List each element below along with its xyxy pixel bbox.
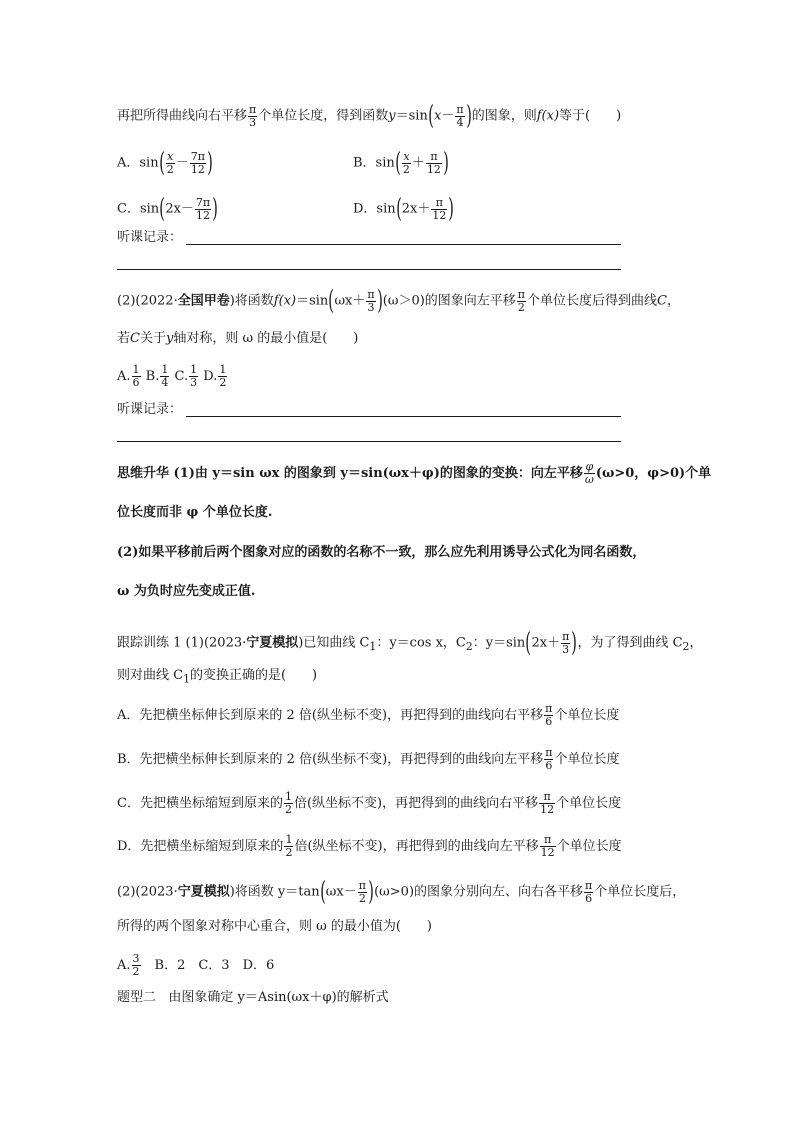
fraction	[455, 104, 464, 129]
text: (ω>0)的图象分别向左、向右各平移	[374, 884, 584, 900]
paren-right: )	[465, 101, 472, 131]
paren-right: )	[207, 148, 213, 178]
summary-line-3: (2)如果平移前后两个图象对应的函数的名称不一致，那么应先利用诱导公式化为同名函数，	[117, 545, 646, 560]
paren-right: )	[571, 628, 578, 658]
paren-left: (	[158, 148, 165, 178]
denominator: 12	[426, 162, 441, 176]
fraction	[160, 364, 169, 389]
option-label: A.	[117, 958, 131, 973]
text: 个单位长度	[554, 752, 620, 767]
question-2-line-1	[117, 288, 680, 314]
denominator: 12	[196, 208, 211, 222]
notes-line[interactable]	[186, 416, 621, 417]
option-d	[353, 196, 455, 222]
subscript: 2	[465, 640, 473, 654]
paren-left: (	[395, 194, 402, 224]
text: 个单位长度	[556, 796, 622, 811]
numerator: 3	[132, 952, 140, 965]
text: )已知曲线 C	[298, 635, 370, 651]
subscript: 1	[183, 672, 190, 686]
denominator: 2	[358, 891, 366, 905]
fraction	[431, 197, 447, 222]
denominator: 2	[284, 803, 292, 816]
fraction	[539, 791, 555, 816]
denominator: 3	[367, 300, 375, 314]
numerator: 1	[219, 363, 227, 376]
denominator: 12	[432, 208, 447, 222]
fraction	[426, 151, 442, 176]
option-label: C．sin	[117, 201, 160, 217]
denominator: 3	[562, 642, 570, 656]
denominator: 2	[219, 376, 227, 389]
text: 个单位长度	[556, 839, 622, 854]
denominator: 3	[249, 115, 257, 129]
fraction	[132, 953, 141, 978]
option-label: B.	[145, 369, 160, 384]
paren-left: (	[328, 286, 335, 316]
text: ，	[667, 293, 681, 309]
numerator: π	[367, 287, 375, 301]
track-option-c	[117, 791, 621, 816]
denominator: 12	[540, 803, 555, 816]
text: 关于	[139, 331, 166, 346]
denominator: 2	[402, 162, 410, 176]
question-2-line-2	[117, 331, 358, 347]
variable: y	[388, 108, 396, 124]
option-label: A.	[117, 369, 131, 384]
fraction	[584, 461, 595, 486]
section-label: 题型二	[117, 990, 157, 1005]
paren-left: (	[159, 194, 166, 224]
text: 轴对称，则 ω 的最小值是( )	[173, 331, 359, 346]
paren-right: )	[368, 877, 374, 907]
denominator: ω	[584, 473, 594, 486]
fraction	[584, 880, 593, 905]
denominator: 2	[132, 965, 140, 978]
track-line-1	[117, 630, 702, 656]
variable: y	[165, 331, 174, 346]
variable: C	[657, 293, 667, 309]
fraction	[248, 104, 257, 129]
summary-line-1	[117, 461, 711, 486]
numerator: 1	[132, 363, 140, 376]
denominator: 12	[540, 846, 555, 859]
text: (ω>0，φ>0)个单	[595, 466, 712, 481]
summary-label: 思维升华	[117, 466, 170, 481]
fraction	[561, 631, 570, 656]
paren-right: )	[376, 286, 383, 316]
operator: －	[175, 155, 189, 171]
summary-line-2: 位长度而非 φ 个单位长度.	[117, 505, 273, 520]
expression: ωx－	[325, 884, 357, 900]
text: (2)(2022·	[117, 293, 178, 309]
text: 个单位长度	[554, 708, 620, 723]
function: f(x)	[536, 108, 560, 124]
paren-left: (	[428, 101, 434, 131]
paren-left: (	[525, 628, 532, 658]
source: 宁夏模拟	[246, 635, 299, 651]
text: ，为了得到曲线 C	[577, 635, 683, 651]
text: 跟踪训练 1 (1)(2023·	[117, 635, 247, 651]
numerator: 1	[285, 833, 293, 846]
text: )将函数	[229, 293, 274, 309]
fraction	[132, 364, 141, 389]
fraction	[190, 151, 206, 176]
question-3-options	[117, 953, 274, 978]
function: f(x)	[273, 293, 297, 309]
numerator: π	[540, 834, 556, 847]
paren-left: (	[319, 877, 326, 907]
fraction	[366, 289, 375, 314]
expression: 2x＋	[531, 635, 561, 651]
fraction	[544, 703, 553, 728]
numerator: 7π	[195, 195, 211, 209]
text: A．先把横坐标伸长到原来的 2 倍(纵坐标不变)，再把得到的曲线向右平移	[117, 708, 544, 723]
text: 倍(纵坐标不变)，再把得到的曲线向右平移	[293, 796, 539, 811]
numerator: π	[431, 197, 447, 210]
text: 的图象，则	[471, 108, 537, 124]
text: (1)由 y＝sin ωx 的图象到 y＝sin(ωx＋φ)的图象的变换：向左平移	[173, 466, 583, 481]
denominator: 3	[190, 376, 198, 389]
text: 个单位长度后，	[594, 884, 686, 900]
source: 全国甲卷	[177, 293, 230, 309]
denominator: 12	[190, 162, 205, 176]
option-label: C.	[174, 369, 189, 384]
subscript: 1	[369, 640, 377, 654]
fraction	[402, 151, 411, 176]
text: C．先把横坐标缩短到原来的	[117, 796, 283, 811]
text: ＝sin	[296, 293, 329, 309]
numerator: π	[426, 151, 442, 164]
question-3-line-1	[117, 879, 685, 905]
denominator: 4	[161, 376, 169, 389]
text: 个单位长度后得到曲线	[527, 293, 658, 309]
notes-label: 听课记录：	[117, 230, 183, 245]
option-label: B．sin	[353, 155, 395, 171]
fraction	[195, 197, 211, 222]
text: ：y＝sin	[472, 635, 526, 651]
text: B．2 C．3 D．6	[141, 958, 275, 973]
numerator: 1	[161, 363, 169, 376]
fraction	[540, 834, 556, 859]
text: (ω＞0)的图象向左平移	[382, 293, 516, 309]
text: ：y＝cos x，C	[376, 635, 466, 651]
numerator: 1	[190, 363, 198, 376]
numerator: π	[539, 791, 555, 804]
fraction	[166, 151, 175, 176]
numerator: π	[545, 702, 553, 715]
denominator: 6	[585, 891, 593, 905]
variable: x	[433, 108, 442, 124]
option-c	[117, 196, 218, 222]
notes-line[interactable]	[186, 244, 621, 245]
option-label: A．sin	[117, 155, 159, 171]
fraction	[544, 747, 553, 772]
notes-label: 听课记录：	[117, 402, 183, 417]
text: 等于( )	[559, 108, 622, 124]
subscript: 2	[682, 640, 690, 654]
numerator: π	[358, 878, 366, 892]
numerator: π	[562, 629, 570, 643]
numerator: x	[403, 149, 410, 163]
notes-line[interactable]	[117, 441, 621, 442]
fraction	[284, 834, 293, 859]
question-2-options	[117, 364, 228, 389]
source: 宁夏模拟	[177, 884, 230, 900]
fraction	[218, 364, 227, 389]
numerator: x	[167, 149, 174, 163]
option-label: D.	[203, 369, 218, 384]
paren-left: (	[395, 148, 401, 178]
expression: 2x＋	[401, 201, 431, 217]
paren-right: )	[212, 194, 219, 224]
numerator: π	[585, 878, 593, 892]
text: B．先把横坐标伸长到原来的 2 倍(纵坐标不变)，再把得到的曲线向左平移	[117, 752, 544, 767]
text: 若	[117, 331, 131, 346]
denominator: 6	[132, 376, 140, 389]
option-label: D．sin	[353, 201, 396, 217]
track-line-2	[117, 668, 317, 688]
denominator: 2	[166, 162, 174, 176]
section-heading	[117, 990, 389, 1006]
denominator: 2	[285, 846, 293, 859]
problem-line-1	[117, 103, 621, 129]
notes-line[interactable]	[117, 269, 621, 270]
denominator: 6	[545, 759, 553, 772]
denominator: 6	[545, 715, 553, 728]
text: 则对曲线 C	[117, 668, 184, 683]
track-option-b	[117, 747, 619, 772]
text: 倍(纵坐标不变)，再把得到的曲线向左平移	[294, 839, 539, 854]
question-3-line-2: 所得的两个图象对称中心重合，则 ω 的最小值为( )	[117, 919, 433, 934]
numerator: 7π	[190, 149, 205, 163]
summary-line-4: ω 为负时应先变成正值.	[117, 584, 256, 599]
text: D．先把横坐标缩短到原来的	[117, 839, 284, 854]
denominator: 4	[456, 115, 464, 129]
option-b	[353, 150, 449, 176]
numerator: π	[517, 287, 526, 301]
fraction	[517, 289, 526, 314]
variable: C	[130, 331, 140, 346]
fraction	[189, 364, 198, 389]
text: 的变换正确的是( )	[189, 668, 318, 683]
expression: ωx＋	[334, 293, 366, 309]
numerator: φ	[585, 460, 594, 473]
text: 个单位长度，得到函数	[258, 108, 389, 124]
numerator: 1	[284, 790, 292, 803]
numerator: π	[249, 102, 257, 116]
option-a	[117, 150, 213, 176]
operator: ＋	[411, 155, 425, 171]
fraction	[358, 880, 367, 905]
section-title: 由图象确定 y＝Asin(ωx＋φ)的解析式	[168, 990, 389, 1005]
text: 再把所得曲线向右平移	[117, 108, 248, 124]
paren-right: )	[443, 148, 449, 178]
expression: 2x－	[165, 201, 194, 217]
paren-right: )	[448, 194, 455, 224]
numerator: π	[456, 102, 464, 116]
track-option-a	[117, 703, 619, 728]
text: ＝sin	[395, 108, 428, 124]
fraction	[284, 791, 293, 816]
operator: －	[441, 108, 455, 124]
text: (2)(2023·	[117, 884, 178, 900]
numerator: π	[545, 746, 553, 759]
text: ，	[689, 635, 703, 651]
denominator: 2	[517, 300, 525, 314]
track-option-d	[117, 834, 622, 859]
text: )将函数 y＝tan	[229, 884, 320, 900]
